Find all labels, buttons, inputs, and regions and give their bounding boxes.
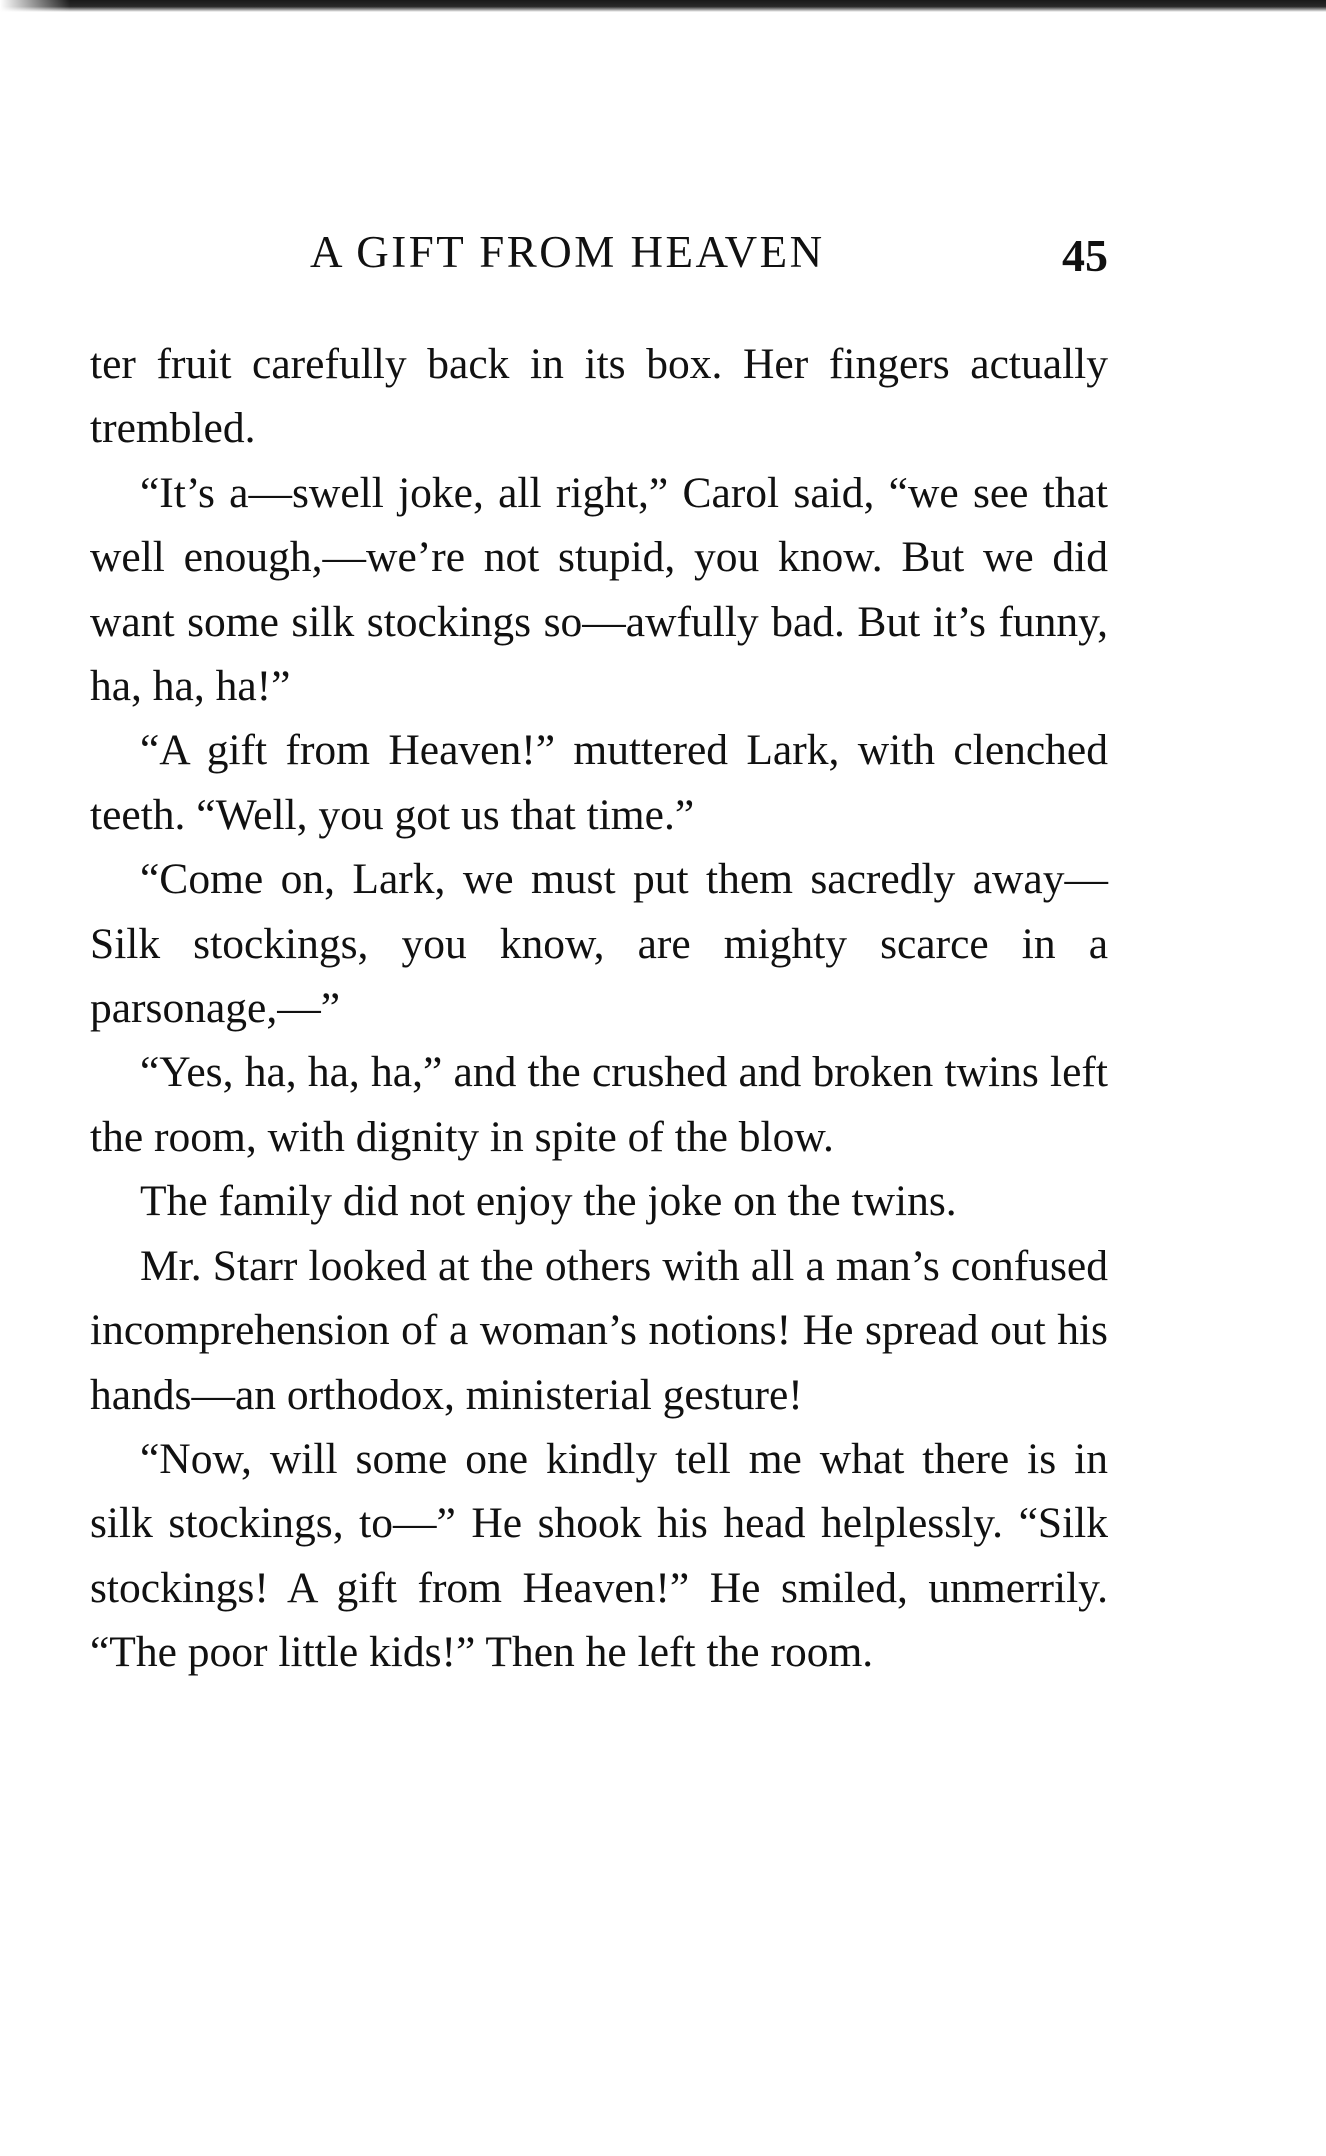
paragraph-mr-starr: Mr. Starr looked at the others with all a man’s confused incomprehension of a woman’s notions! He spread out his hands—an orthodox, ministerial gesture! xyxy=(90,1241,1108,1419)
running-title: A GIFT FROM HEAVEN xyxy=(310,227,825,277)
page-header xyxy=(90,222,1108,292)
page-number: 45 xyxy=(1062,230,1108,281)
paragraph-now-will: “Now, will some one kindly tell me what there is in silk stockings, to—” He shook his head helplessly. “Silk stockings! A gift from Heaven!” He smiled, unmerrily. “The poor little kids!” Then he left the room. xyxy=(90,1434,1108,1677)
paragraph-family: The family did not enjoy the joke on the twins. xyxy=(140,1177,957,1226)
paragraph-carol-joke: “It’s a—swell joke, all right,” Carol said, “we see that well enough,—we’re not stupid, you know. But we did want some silk stockings so—awfully bad. But it’s funny, ha, ha, ha!” xyxy=(90,468,1108,711)
paragraph-come-on-lark: “Come on, Lark, we must put them sacredly away— Silk stockings, you know, are mighty scarce in a parsonage,—” xyxy=(90,855,1108,1033)
top-edge-rule xyxy=(0,0,1326,12)
paragraph-lark-gift: “A gift from Heaven!” muttered Lark, with clenched teeth. “Well, you got us that time.” xyxy=(90,726,1108,839)
body-text xyxy=(90,332,1108,1685)
top-edge-fade xyxy=(0,0,70,12)
paragraph-continuation: ter fruit carefully back in its box. Her fingers actually trembled. xyxy=(90,340,1108,453)
paragraph-twins-leave: “Yes, ha, ha, ha,” and the crushed and broken twins left the room, with dignity in spite of the blow. xyxy=(90,1048,1108,1161)
